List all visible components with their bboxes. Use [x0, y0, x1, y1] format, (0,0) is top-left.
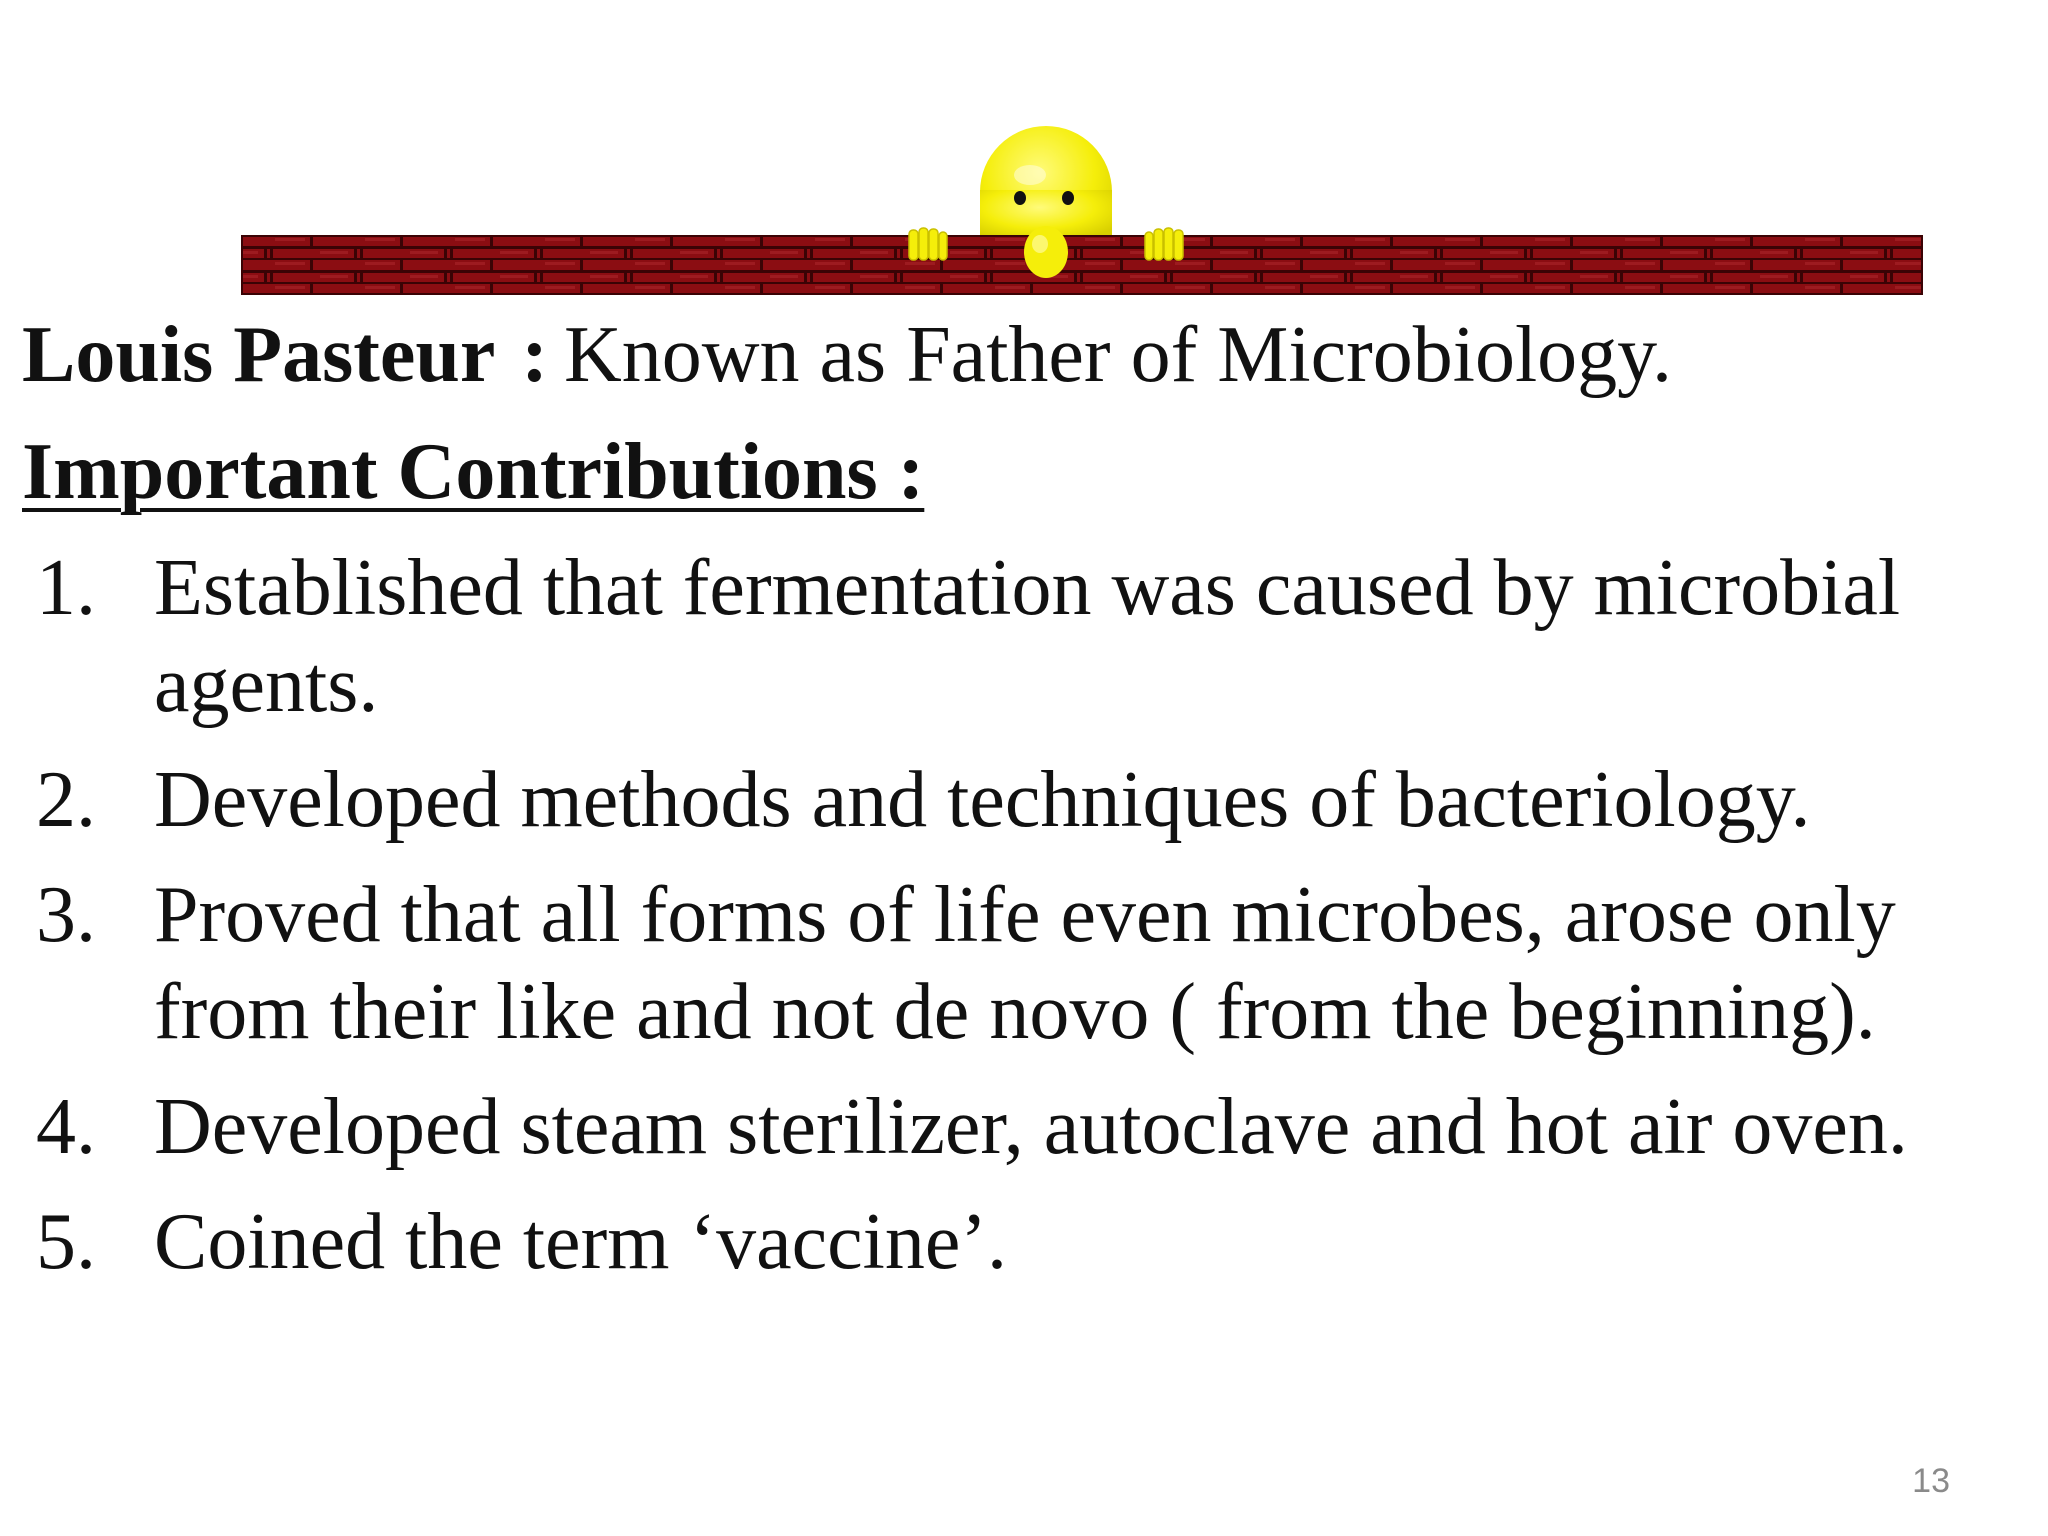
list-item-number: 2. — [36, 756, 96, 844]
list-item-number: 3. — [36, 871, 96, 959]
list-item — [0, 752, 1974, 849]
list-item — [0, 867, 1974, 1061]
list-item-number: 1. — [36, 544, 96, 632]
page-number: 13 — [1912, 1462, 1950, 1500]
peeking-face-over-brick-wall-icon — [0, 0, 2048, 300]
contributions-list — [0, 540, 2000, 1309]
list-item-number: 5. — [36, 1198, 96, 1286]
list-item — [0, 540, 1974, 734]
list-item-text: Established that fermentation was caused by microbial agents. — [154, 544, 1901, 729]
wall-illustration — [0, 0, 2048, 300]
headline-name: Louis Pasteur — [22, 311, 496, 399]
list-item — [0, 1079, 1974, 1176]
list-item-text: Proved that all forms of life even microbes, arose only from their like and not de novo ( from the beginning). — [154, 871, 1896, 1056]
headline-separator: : — [521, 311, 548, 399]
contributions-heading: Important Contributions : — [22, 428, 925, 516]
list-item-number: 4. — [36, 1083, 96, 1171]
headline-description: Known as Father of Microbiology. — [564, 311, 1672, 399]
list-item-text: Coined the term ‘vaccine’. — [154, 1198, 1007, 1286]
list-item-text: Developed methods and techniques of bacteriology. — [154, 756, 1811, 844]
list-item-text: Developed steam sterilizer, autoclave and hot air oven. — [154, 1083, 1908, 1171]
list-item — [0, 1194, 1974, 1291]
headline — [22, 305, 1672, 405]
